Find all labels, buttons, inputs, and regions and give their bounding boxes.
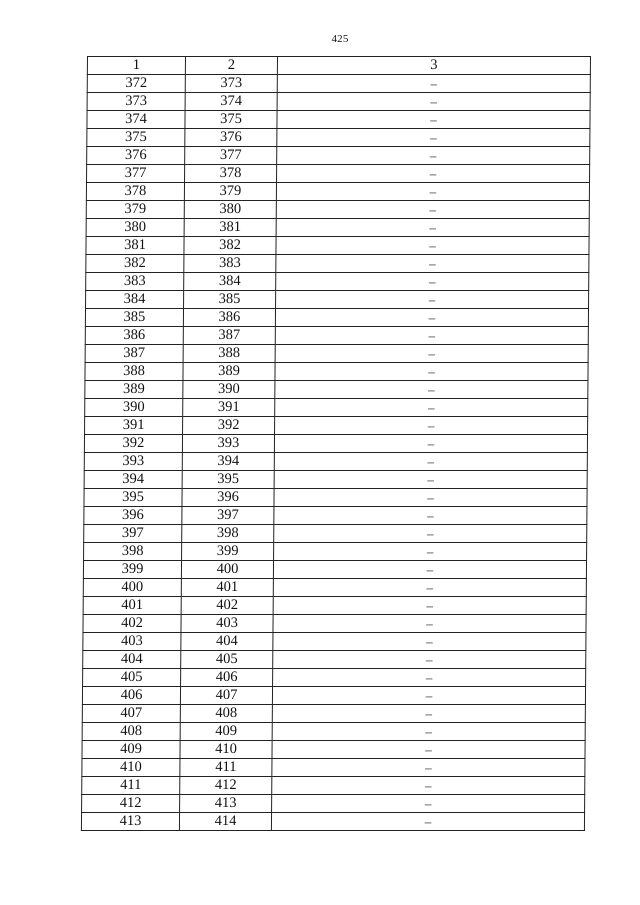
table-cell-col-2: 399	[182, 543, 274, 561]
table-row	[85, 381, 588, 399]
table-cell-col-1: 385	[85, 309, 183, 327]
table-cell-col-3: –	[276, 255, 589, 273]
table-cell-col-3: –	[275, 417, 588, 435]
table-row	[85, 309, 588, 327]
table-row	[84, 471, 587, 489]
table-cell-col-2: 402	[181, 597, 273, 615]
table-cell-col-1: 402	[83, 615, 181, 633]
table-cell-col-2: 400	[181, 561, 273, 579]
table-row	[84, 543, 587, 561]
table-cell-col-3: –	[276, 201, 589, 219]
table-row	[83, 669, 586, 687]
table-cell-col-3: –	[276, 219, 589, 237]
table-cell-col-2: 391	[183, 399, 275, 417]
table-row	[86, 291, 589, 309]
table-cell-col-2: 377	[185, 147, 277, 165]
table-row	[82, 741, 585, 759]
table-cell-col-2: 396	[182, 489, 274, 507]
table-row	[85, 417, 588, 435]
table-row	[82, 795, 585, 813]
table-row	[83, 561, 586, 579]
table-row	[86, 201, 589, 219]
table-cell-col-3: –	[275, 327, 588, 345]
table-cell-col-1: 413	[81, 813, 179, 831]
table-cell-col-2: 386	[183, 309, 275, 327]
table-cell-col-2: 390	[183, 381, 275, 399]
table-cell-col-2: 413	[180, 795, 272, 813]
table-cell-col-1: 396	[84, 507, 182, 525]
table-cell-col-1: 408	[82, 723, 180, 741]
table-cell-col-2: 387	[183, 327, 275, 345]
table-cell-col-1: 387	[85, 345, 183, 363]
table-cell-col-2: 407	[180, 687, 272, 705]
table-row	[85, 399, 588, 417]
table-cell-col-3: –	[273, 651, 586, 669]
page-number: 425	[331, 33, 349, 45]
table-cell-col-3: –	[274, 489, 587, 507]
table-cell-col-1: 412	[82, 795, 180, 813]
table-cell-col-1: 398	[84, 543, 182, 561]
table-row	[85, 363, 588, 381]
table-row	[82, 687, 585, 705]
table-row	[82, 705, 585, 723]
table-row	[82, 723, 585, 741]
table-cell-col-3: –	[276, 237, 589, 255]
table-header	[87, 57, 590, 75]
table-cell-col-1: 386	[85, 327, 183, 345]
table-cell-col-1: 407	[82, 705, 180, 723]
table-cell-col-2: 374	[185, 93, 277, 111]
table-row	[85, 327, 588, 345]
table-cell-col-2: 389	[183, 363, 275, 381]
table-row	[84, 453, 587, 471]
table-row	[83, 579, 586, 597]
column-header-2: 2	[185, 57, 277, 75]
table-cell-col-2: 410	[180, 741, 272, 759]
table-cell-col-1: 395	[84, 489, 182, 507]
table-cell-col-1: 375	[87, 129, 185, 147]
table-cell-col-2: 414	[179, 813, 271, 831]
table-cell-col-3: –	[272, 795, 585, 813]
table-cell-col-1: 389	[85, 381, 183, 399]
table-cell-col-3: –	[274, 543, 587, 561]
table-cell-col-3: –	[272, 705, 585, 723]
table-row	[84, 435, 587, 453]
data-table	[81, 56, 591, 831]
table-cell-col-2: 375	[185, 111, 277, 129]
table-cell-col-3: –	[274, 507, 587, 525]
table-cell-col-1: 382	[86, 255, 184, 273]
table-cell-col-3: –	[275, 309, 588, 327]
table-cell-col-2: 404	[181, 633, 273, 651]
table-cell-col-1: 411	[82, 777, 180, 795]
table-cell-col-1: 379	[86, 201, 184, 219]
table-row	[87, 75, 590, 93]
table-cell-col-2: 378	[185, 165, 277, 183]
table-row	[86, 273, 589, 291]
table-body	[81, 75, 590, 831]
table-cell-col-2: 403	[181, 615, 273, 633]
table-cell-col-1: 392	[84, 435, 182, 453]
table-cell-col-2: 380	[184, 201, 276, 219]
table-cell-col-1: 381	[86, 237, 184, 255]
table-cell-col-2: 408	[180, 705, 272, 723]
table-cell-col-1: 374	[87, 111, 185, 129]
table-cell-col-2: 406	[181, 669, 273, 687]
table-cell-col-3: –	[276, 183, 589, 201]
table-cell-col-2: 394	[182, 453, 274, 471]
table-cell-col-3: –	[273, 561, 586, 579]
header-row	[87, 57, 590, 75]
table-row	[87, 147, 590, 165]
table-row	[85, 345, 588, 363]
table-cell-col-3: –	[275, 399, 588, 417]
table-cell-col-3: –	[276, 291, 589, 309]
table-cell-col-3: –	[277, 111, 590, 129]
column-header-3: 3	[277, 57, 590, 75]
table-cell-col-3: –	[272, 723, 585, 741]
table-cell-col-1: 403	[83, 633, 181, 651]
table-cell-col-2: 405	[181, 651, 273, 669]
table-cell-col-2: 393	[182, 435, 274, 453]
table-cell-col-1: 393	[84, 453, 182, 471]
table-cell-col-1: 405	[83, 669, 181, 687]
table-cell-col-3: –	[273, 615, 586, 633]
table-cell-col-2: 379	[184, 183, 276, 201]
table-row	[84, 507, 587, 525]
table-cell-col-2: 397	[182, 507, 274, 525]
table-cell-col-3: –	[277, 129, 590, 147]
table-row	[87, 165, 590, 183]
table-cell-col-1: 390	[85, 399, 183, 417]
table-cell-col-3: –	[275, 381, 588, 399]
table-cell-col-1: 397	[84, 525, 182, 543]
table-row	[86, 183, 589, 201]
column-header-1: 1	[87, 57, 185, 75]
table-row	[83, 651, 586, 669]
table-cell-col-3: –	[272, 741, 585, 759]
table-row	[82, 759, 585, 777]
table-row	[84, 525, 587, 543]
table-cell-col-1: 380	[86, 219, 184, 237]
table-row	[84, 489, 587, 507]
table-cell-col-1: 378	[86, 183, 184, 201]
table-cell-col-2: 401	[181, 579, 273, 597]
table-cell-col-1: 372	[87, 75, 185, 93]
table-cell-col-2: 395	[182, 471, 274, 489]
table-cell-col-3: –	[274, 525, 587, 543]
table-row	[86, 237, 589, 255]
table-row	[83, 597, 586, 615]
table-row	[86, 255, 589, 273]
table-cell-col-1: 399	[83, 561, 181, 579]
table-cell-col-1: 400	[83, 579, 181, 597]
table-cell-col-2: 392	[183, 417, 275, 435]
table-cell-col-2: 388	[183, 345, 275, 363]
table-cell-col-1: 401	[83, 597, 181, 615]
table-cell-col-3: –	[275, 345, 588, 363]
table-cell-col-3: –	[273, 633, 586, 651]
table-cell-col-1: 388	[85, 363, 183, 381]
table-cell-col-2: 376	[185, 129, 277, 147]
table-cell-col-3: –	[274, 435, 587, 453]
table-cell-col-1: 394	[84, 471, 182, 489]
table-cell-col-3: –	[276, 273, 589, 291]
table-cell-col-3: –	[271, 813, 584, 831]
table-cell-col-1: 391	[85, 417, 183, 435]
table-cell-col-1: 384	[86, 291, 184, 309]
table-cell-col-3: –	[275, 363, 588, 381]
table-cell-col-3: –	[273, 579, 586, 597]
table-cell-col-2: 373	[185, 75, 277, 93]
table-row	[87, 129, 590, 147]
table-cell-col-3: –	[273, 597, 586, 615]
table-row	[81, 813, 584, 831]
table-row	[83, 615, 586, 633]
table-cell-col-2: 381	[184, 219, 276, 237]
table-cell-col-1: 404	[83, 651, 181, 669]
table-cell-col-3: –	[277, 165, 590, 183]
table-row	[82, 777, 585, 795]
table-cell-col-3: –	[274, 471, 587, 489]
table-cell-col-3: –	[277, 75, 590, 93]
table-cell-col-3: –	[277, 93, 590, 111]
table-cell-col-3: –	[272, 687, 585, 705]
table-cell-col-1: 377	[87, 165, 185, 183]
table-cell-col-2: 409	[180, 723, 272, 741]
table-cell-col-1: 376	[87, 147, 185, 165]
table-cell-col-1: 410	[82, 759, 180, 777]
table-cell-col-3: –	[272, 759, 585, 777]
table-row	[87, 111, 590, 129]
table-cell-col-1: 409	[82, 741, 180, 759]
table-cell-col-1: 406	[82, 687, 180, 705]
table-cell-col-2: 385	[184, 291, 276, 309]
table-cell-col-1: 373	[87, 93, 185, 111]
table-row	[87, 93, 590, 111]
table-cell-col-2: 411	[180, 759, 272, 777]
table-cell-col-2: 398	[182, 525, 274, 543]
table-cell-col-1: 383	[86, 273, 184, 291]
table-cell-col-2: 383	[184, 255, 276, 273]
table-cell-col-3: –	[277, 147, 590, 165]
table-row	[83, 633, 586, 651]
table-row	[86, 219, 589, 237]
table-cell-col-3: –	[273, 669, 586, 687]
table-cell-col-2: 382	[184, 237, 276, 255]
table-cell-col-3: –	[272, 777, 585, 795]
table-cell-col-3: –	[274, 453, 587, 471]
table-cell-col-2: 384	[184, 273, 276, 291]
table-cell-col-2: 412	[180, 777, 272, 795]
